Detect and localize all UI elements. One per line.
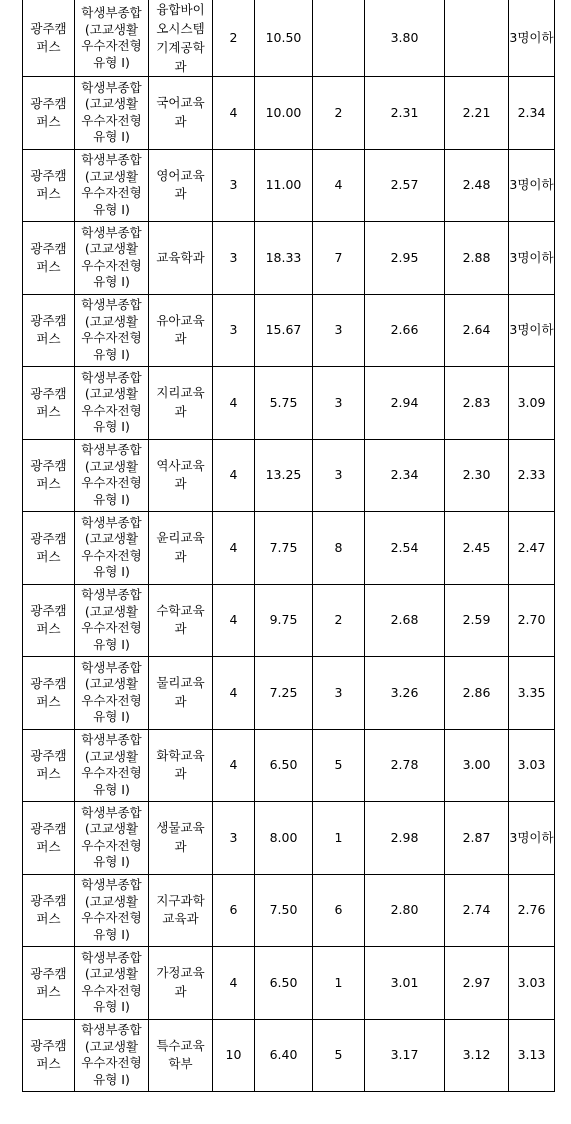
grade-70-cut-cell: 2.48: [445, 149, 509, 222]
table-row: [23, 439, 555, 512]
table-row: [23, 294, 555, 367]
competition-rate-cell: 6.40: [255, 1019, 313, 1092]
competition-rate-cell: 15.67: [255, 294, 313, 367]
quota-cell: 4: [213, 947, 255, 1020]
competition-rate-cell: 18.33: [255, 222, 313, 295]
grade-final-cut-cell: 3명이하: [509, 802, 555, 875]
department-cell: 물리교육 과: [149, 657, 213, 730]
table-row: [23, 367, 555, 440]
department-cell: 수학교육 과: [149, 584, 213, 657]
campus-cell: 광주캠 퍼스: [23, 802, 75, 875]
department-cell: 윤리교육 과: [149, 512, 213, 585]
competition-rate-cell: 6.50: [255, 729, 313, 802]
campus-cell: 광주캠 퍼스: [23, 512, 75, 585]
grade-final-cut-cell: 3명이하: [509, 222, 555, 295]
grade-70-cut-cell: 2.97: [445, 947, 509, 1020]
competition-rate-cell: 6.50: [255, 947, 313, 1020]
admission-results-table: [22, 0, 555, 1092]
additional-pass-cell: 5: [313, 1019, 365, 1092]
admission-type-cell: 학생부종합 (고교생활 우수자전형 유형 I): [75, 294, 149, 367]
grade-final-cut-cell: 2.34: [509, 77, 555, 150]
admission-type-cell: 학생부종합 (고교생활 우수자전형 유형 I): [75, 1019, 149, 1092]
grade-avg-cell: 2.34: [365, 439, 445, 512]
grade-avg-cell: 2.66: [365, 294, 445, 367]
grade-70-cut-cell: 2.59: [445, 584, 509, 657]
department-cell: 유아교육 과: [149, 294, 213, 367]
grade-70-cut-cell: 3.00: [445, 729, 509, 802]
grade-70-cut-cell: 2.86: [445, 657, 509, 730]
table-row: [23, 1019, 555, 1092]
competition-rate-cell: 11.00: [255, 149, 313, 222]
table-row: [23, 584, 555, 657]
campus-cell: 광주캠 퍼스: [23, 584, 75, 657]
grade-70-cut-cell: 2.21: [445, 77, 509, 150]
grade-70-cut-cell: 2.83: [445, 367, 509, 440]
quota-cell: 10: [213, 1019, 255, 1092]
grade-70-cut-cell: 2.45: [445, 512, 509, 585]
quota-cell: 4: [213, 77, 255, 150]
campus-cell: 광주캠 퍼스: [23, 367, 75, 440]
additional-pass-cell: 2: [313, 584, 365, 657]
campus-cell: 광주캠 퍼스: [23, 874, 75, 947]
admission-type-cell: 학생부종합 (고교생활 우수자전형 유형 I): [75, 149, 149, 222]
table-row: [23, 947, 555, 1020]
grade-final-cut-cell: 3명이하: [509, 149, 555, 222]
department-cell: 화학교육 과: [149, 729, 213, 802]
table-row: [23, 802, 555, 875]
campus-cell: 광주캠 퍼스: [23, 149, 75, 222]
grade-70-cut-cell: 3.12: [445, 1019, 509, 1092]
table-row: [23, 0, 555, 77]
grade-70-cut-cell: 2.64: [445, 294, 509, 367]
grade-avg-cell: 2.54: [365, 512, 445, 585]
quota-cell: 4: [213, 584, 255, 657]
campus-cell: 광주캠 퍼스: [23, 222, 75, 295]
grade-final-cut-cell: 2.76: [509, 874, 555, 947]
additional-pass-cell: 3: [313, 294, 365, 367]
quota-cell: 3: [213, 802, 255, 875]
grade-70-cut-cell: 2.88: [445, 222, 509, 295]
quota-cell: 4: [213, 367, 255, 440]
department-cell: 교육학과: [149, 222, 213, 295]
additional-pass-cell: 4: [313, 149, 365, 222]
grade-avg-cell: 2.94: [365, 367, 445, 440]
table-row: [23, 874, 555, 947]
admission-type-cell: 학생부종합 (고교생활 우수자전형 유형 I): [75, 947, 149, 1020]
grade-70-cut-cell: 2.74: [445, 874, 509, 947]
additional-pass-cell: 2: [313, 77, 365, 150]
grade-final-cut-cell: 3명이하: [509, 0, 555, 77]
grade-final-cut-cell: 3명이하: [509, 294, 555, 367]
quota-cell: 6: [213, 874, 255, 947]
additional-pass-cell: 1: [313, 802, 365, 875]
quota-cell: 4: [213, 439, 255, 512]
quota-cell: 4: [213, 657, 255, 730]
grade-final-cut-cell: 2.33: [509, 439, 555, 512]
grade-final-cut-cell: 3.03: [509, 729, 555, 802]
competition-rate-cell: 5.75: [255, 367, 313, 440]
department-cell: 역사교육 과: [149, 439, 213, 512]
additional-pass-cell: 6: [313, 874, 365, 947]
admission-type-cell: 학생부종합 (고교생활 우수자전형 유형 I): [75, 0, 149, 77]
quota-cell: 3: [213, 222, 255, 295]
additional-pass-cell: [313, 0, 365, 77]
table-row: [23, 77, 555, 150]
admission-type-cell: 학생부종합 (고교생활 우수자전형 유형 I): [75, 584, 149, 657]
quota-cell: 4: [213, 729, 255, 802]
campus-cell: 광주캠 퍼스: [23, 947, 75, 1020]
admission-type-cell: 학생부종합 (고교생활 우수자전형 유형 I): [75, 729, 149, 802]
department-cell: 가정교육 과: [149, 947, 213, 1020]
competition-rate-cell: 9.75: [255, 584, 313, 657]
competition-rate-cell: 7.50: [255, 874, 313, 947]
grade-70-cut-cell: 2.87: [445, 802, 509, 875]
grade-avg-cell: 3.01: [365, 947, 445, 1020]
grade-avg-cell: 2.98: [365, 802, 445, 875]
grade-final-cut-cell: 2.70: [509, 584, 555, 657]
admission-type-cell: 학생부종합 (고교생활 우수자전형 유형 I): [75, 802, 149, 875]
competition-rate-cell: 10.50: [255, 0, 313, 77]
quota-cell: 3: [213, 149, 255, 222]
additional-pass-cell: 7: [313, 222, 365, 295]
campus-cell: 광주캠 퍼스: [23, 0, 75, 77]
grade-final-cut-cell: 3.09: [509, 367, 555, 440]
quota-cell: 4: [213, 512, 255, 585]
grade-avg-cell: 2.78: [365, 729, 445, 802]
grade-70-cut-cell: [445, 0, 509, 77]
table-body: [23, 0, 555, 1092]
additional-pass-cell: 3: [313, 439, 365, 512]
campus-cell: 광주캠 퍼스: [23, 439, 75, 512]
table-row: [23, 222, 555, 295]
grade-avg-cell: 2.68: [365, 584, 445, 657]
additional-pass-cell: 8: [313, 512, 365, 585]
table-row: [23, 512, 555, 585]
department-cell: 국어교육 과: [149, 77, 213, 150]
department-cell: 특수교육 학부: [149, 1019, 213, 1092]
campus-cell: 광주캠 퍼스: [23, 1019, 75, 1092]
campus-cell: 광주캠 퍼스: [23, 657, 75, 730]
grade-final-cut-cell: 3.03: [509, 947, 555, 1020]
admission-type-cell: 학생부종합 (고교생활 우수자전형 유형 I): [75, 77, 149, 150]
grade-avg-cell: 3.80: [365, 0, 445, 77]
admission-type-cell: 학생부종합 (고교생활 우수자전형 유형 I): [75, 367, 149, 440]
competition-rate-cell: 7.25: [255, 657, 313, 730]
quota-cell: 3: [213, 294, 255, 367]
admission-type-cell: 학생부종합 (고교생활 우수자전형 유형 I): [75, 222, 149, 295]
grade-avg-cell: 2.95: [365, 222, 445, 295]
grade-final-cut-cell: 3.35: [509, 657, 555, 730]
campus-cell: 광주캠 퍼스: [23, 77, 75, 150]
grade-avg-cell: 2.57: [365, 149, 445, 222]
grade-final-cut-cell: 3.13: [509, 1019, 555, 1092]
competition-rate-cell: 8.00: [255, 802, 313, 875]
additional-pass-cell: 5: [313, 729, 365, 802]
competition-rate-cell: 7.75: [255, 512, 313, 585]
grade-avg-cell: 2.80: [365, 874, 445, 947]
grade-avg-cell: 3.17: [365, 1019, 445, 1092]
competition-rate-cell: 10.00: [255, 77, 313, 150]
admission-type-cell: 학생부종합 (고교생활 우수자전형 유형 I): [75, 439, 149, 512]
department-cell: 지구과학 교육과: [149, 874, 213, 947]
grade-avg-cell: 2.31: [365, 77, 445, 150]
department-cell: 지리교육 과: [149, 367, 213, 440]
department-cell: 생물교육 과: [149, 802, 213, 875]
grade-avg-cell: 3.26: [365, 657, 445, 730]
competition-rate-cell: 13.25: [255, 439, 313, 512]
campus-cell: 광주캠 퍼스: [23, 294, 75, 367]
grade-final-cut-cell: 2.47: [509, 512, 555, 585]
table-row: [23, 729, 555, 802]
additional-pass-cell: 3: [313, 367, 365, 440]
admission-type-cell: 학생부종합 (고교생활 우수자전형 유형 I): [75, 657, 149, 730]
department-cell: 융합바이 오시스템 기계공학 과: [149, 0, 213, 77]
additional-pass-cell: 1: [313, 947, 365, 1020]
admission-type-cell: 학생부종합 (고교생활 우수자전형 유형 I): [75, 512, 149, 585]
campus-cell: 광주캠 퍼스: [23, 729, 75, 802]
department-cell: 영어교육 과: [149, 149, 213, 222]
quota-cell: 2: [213, 0, 255, 77]
admission-type-cell: 학생부종합 (고교생활 우수자전형 유형 I): [75, 874, 149, 947]
grade-70-cut-cell: 2.30: [445, 439, 509, 512]
additional-pass-cell: 3: [313, 657, 365, 730]
table-row: [23, 149, 555, 222]
table-row: [23, 657, 555, 730]
